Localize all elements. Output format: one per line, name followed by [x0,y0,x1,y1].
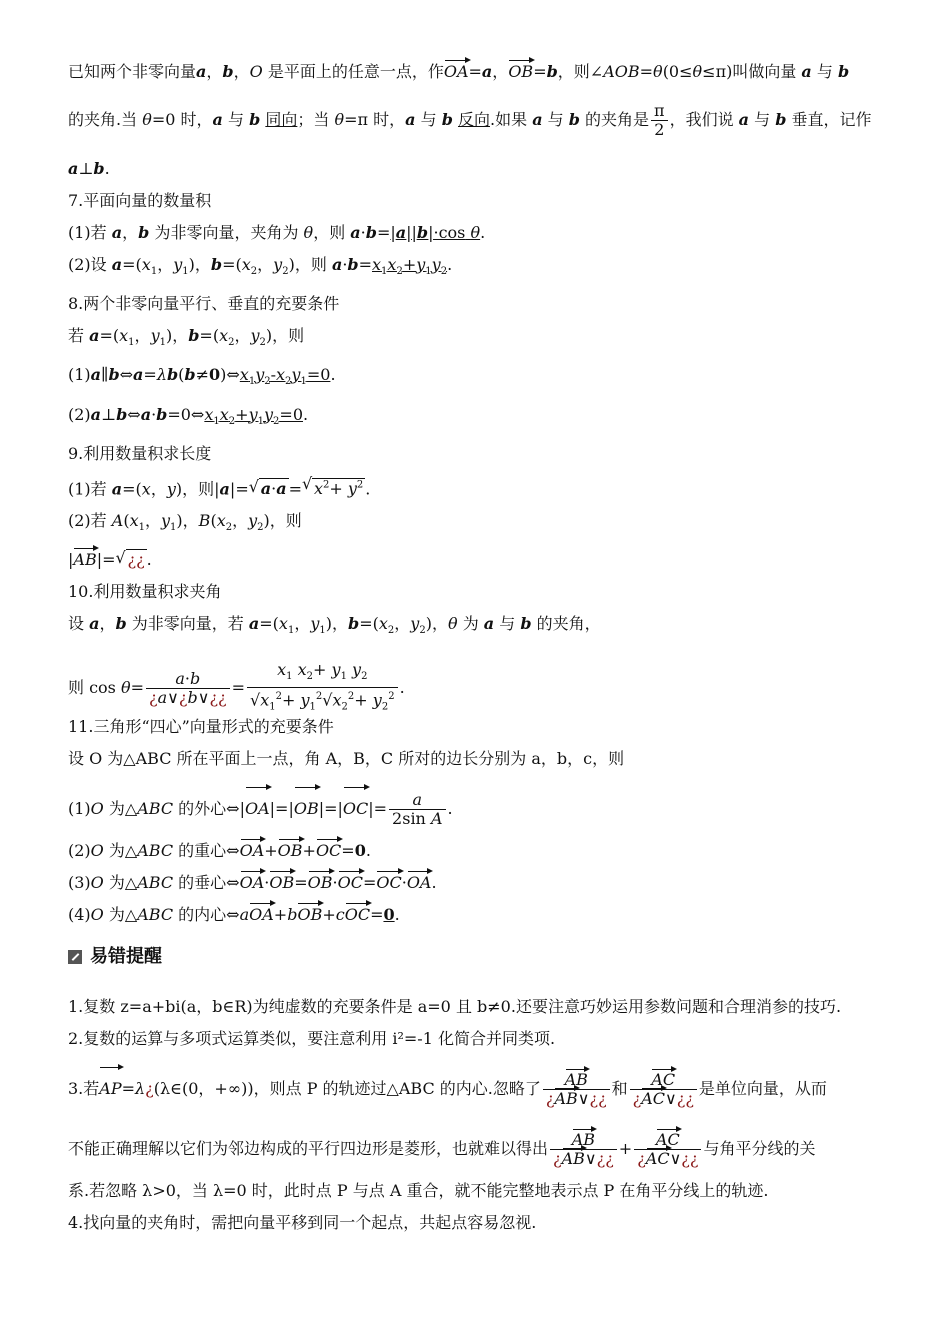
section-8-title: 8.两个非零向量平行、垂直的充要条件 [68,294,340,314]
section-11-centroid: (2)O 为△ABC 的重心⇔OA+OB+OC=0. [68,841,371,861]
section-9-title: 9.利用数量积求长度 [68,443,212,463]
section-7-item-1: (1)若 a，b 为非零向量，夹角为 θ，则 a·b=|a||b|·cos θ. [68,223,486,242]
section-11-circumcenter: (1)O 为△ABC 的外心⇔|OA|=|OB|=|OC|= $\frac{a}{\text{2sin A}}$ . [68,790,453,829]
section-7-title: 7.平面向量的数量积 [68,191,212,210]
tips-heading: 易错提醒 [68,945,883,969]
tip-1: 1.复数 z=a+bi(a，b∈R)为纯虚数的充要条件是 a=0 且 b≠0.还要注意巧妙运用参数问题和合理消参的技巧. [68,997,842,1017]
section-10-title: 10.利用数量积求夹角 [68,582,222,602]
tip-3-line-2: 不能正确理解以它们为邻边构成的平行四边形是菱形，也就难以得出 $\frac{AB}{¿AB\vee¿¿}$ + $\frac{AC}{¿AC\vee¿¿}$ 与角平分线的关 [68,1130,816,1169]
angle-definition-line-1: 已知两个非零向量a，b，O 是平面上的任意一点，作OA=a，OB=b，则∠AOB=θ(0≤θ≤π)叫做向量 a 与 b [68,62,850,81]
section-11-orthocenter: (3)O 为△ABC 的垂心⇔OA·OB=OB·OC=OC·OA. [68,873,437,893]
section-8-item-2: $(2)a\perp b\Leftrightarrow a\cdot b=0\Leftrightarrow x_1x_2+y_1y_2=0$. [68,404,309,427]
section-8-item-1: $(1)a\parallel b\Leftrightarrow a=\lambda b(b\ne 0)\Leftrightarrow x_1y_2-x_2y_1=0$. [68,365,336,388]
section-9-item-2: (2)若 $A(x_1$，$y_1$)，$B(x_2$，$y_2$)，则 [68,511,302,534]
section-11-incenter: (4)O 为△ABC 的内心⇔aOA+bOB+cOC=0. [68,905,400,925]
section-9-length-formula: |AB|= √ ¿¿ . [68,548,152,570]
section-10-intro: 设 a，b 为非零向量，若 $a=(x_1$，$y_1$)，$b=(x_2$，$y_2$)，θ 为 a 与 b 的夹角， [68,614,601,637]
section-8-intro: 若 $a=(x_1$，$y_1$)，$b=(x_2$，$y_2$)，则 [68,326,305,349]
document-page [68,62,883,1233]
tip-3-line-3: 系.若忽略 λ>0，当 λ=0 时，此时点 P 与点 A 重合，就不能完整地表示点 P 在角平分线上的轨迹. [68,1181,769,1201]
tip-4: 4.找向量的夹角时，需把向量平移到同一个起点，共起点容易忽视. [68,1213,537,1233]
tip-2: 2.复数的运算与多项式运算类似，要注意利用 i²=-1 化简合并同类项. [68,1029,556,1049]
angle-definition-line-2: 的夹角.当 θ=0 时，a 与 b 同向；当 θ=π 时，a 与 b 反向.如果 a 与 b 的夹角是 $\frac{\pi}{2}$ ，我们说 a 与 b 垂直，记作 [68,101,872,139]
tip-3-line-1: 3.若AP=λ¿(λ∈(0，+∞))，则点 P 的轨迹过△ABC 的内心.忽略了 $\frac{AB}{¿AB\vee¿¿}$ 和 $\frac{AC}{¿AC\vee¿¿}$ 是单位向量，从而 [68,1070,827,1109]
section-9-item-1: (1)若 a=(x，y)，则|a|= √ a·a = √ $x^2+ y^2$ . [68,473,371,499]
section-10-cos-formula: 则 cos θ= $\frac{a\cdot b}{¿a\vee¿b\vee¿¿}$ = $\frac{x_1 x_2+ y_1 y_2}{√x_1^2+ y_1^2√x_2^2+ y_2^2}$ . [68,660,405,713]
section-11-intro: 设 O 为△ABC 所在平面上一点，角 A，B，C 所对的边长分别为 a，b，c，则 [68,749,625,769]
section-7-item-2: (2)设 $a=(x_1$，$y_1$)，$b=(x_2$，$y_2$)，则 $a\cdot b=x_1x_2+y_1y_2$. [68,255,453,278]
section-11-title: 11.三角形“四心”向量形式的充要条件 [68,717,334,737]
perpendicular-notation: a⊥b. [68,159,110,178]
edit-square-icon [68,950,82,964]
